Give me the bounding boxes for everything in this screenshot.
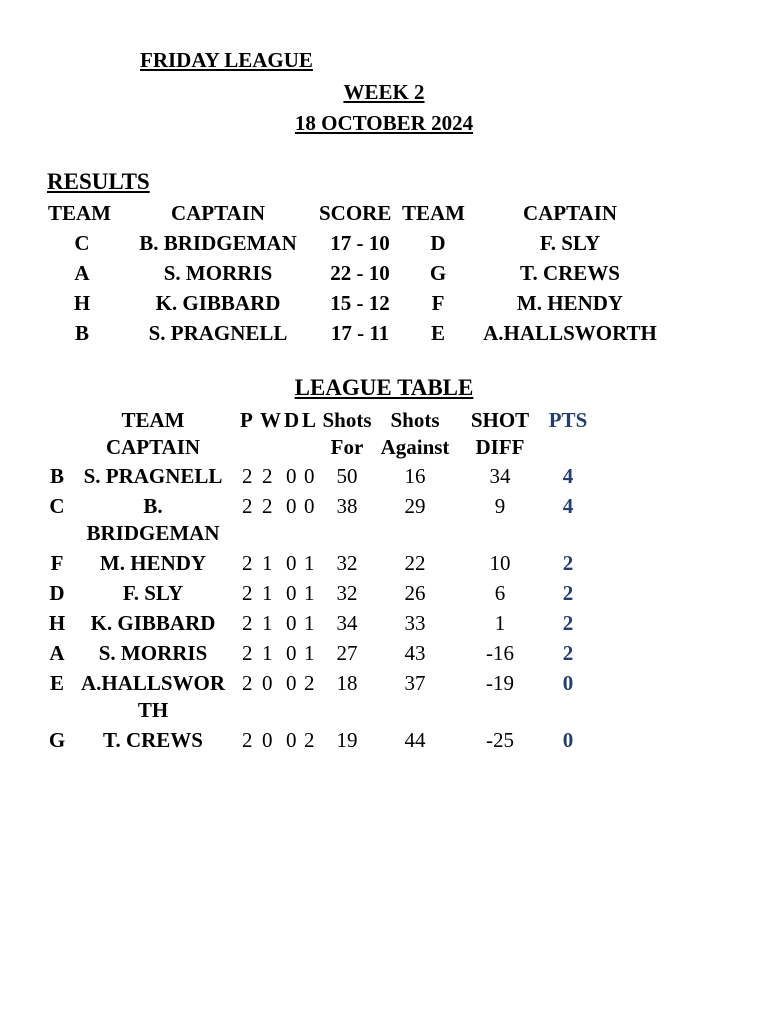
- lt-captain: K. GIBBARD: [90, 611, 216, 635]
- lt-points: 2: [562, 611, 574, 635]
- lt-points: 2: [562, 581, 574, 605]
- lt-shots-for: 32: [336, 551, 358, 575]
- result-team-away: F: [431, 291, 445, 315]
- lt-points: 2: [562, 551, 574, 575]
- lt-drawn: 0: [286, 551, 297, 575]
- lt-shots-against: 16: [404, 464, 426, 488]
- result-captain-away: T. CREWS: [520, 261, 620, 285]
- lt-lost: 0: [304, 464, 315, 488]
- lt-col-w: W: [260, 408, 281, 432]
- result-team-home: H: [73, 291, 91, 315]
- results-col-team: TEAM: [48, 201, 111, 225]
- league-title: FRIDAY LEAGUE: [140, 48, 313, 72]
- lt-col-shots-against-2: Against: [380, 435, 450, 459]
- lt-played: 2: [242, 641, 253, 665]
- lt-lost: 1: [304, 611, 315, 635]
- lt-won: 1: [262, 551, 273, 575]
- lt-points: 4: [562, 464, 574, 488]
- result-team-home: C: [74, 231, 90, 255]
- lt-captain: BRIDGEMAN: [86, 521, 220, 545]
- lt-played: 2: [242, 494, 253, 518]
- lt-col-captain: CAPTAIN: [105, 435, 201, 459]
- lt-points: 2: [562, 641, 574, 665]
- result-captain-home: B. BRIDGEMAN: [139, 231, 297, 255]
- result-captain-away: F. SLY: [539, 231, 601, 255]
- lt-captain: T. CREWS: [103, 728, 203, 752]
- lt-shot-diff: 10: [489, 551, 511, 575]
- lt-drawn: 0: [286, 671, 297, 695]
- league-table-heading: LEAGUE TABLE: [294, 375, 474, 400]
- results-col-captain2: CAPTAIN: [522, 201, 618, 225]
- lt-shot-diff: -16: [486, 641, 514, 665]
- lt-won: 0: [262, 671, 273, 695]
- lt-drawn: 0: [286, 728, 297, 752]
- result-captain-away: M. HENDY: [516, 291, 624, 315]
- result-score: 17 - 11: [330, 321, 390, 345]
- result-team-home: B: [74, 321, 89, 345]
- lt-col-diff: SHOT: [470, 408, 530, 432]
- lt-team: B: [49, 464, 64, 488]
- results-heading: RESULTS: [47, 169, 150, 194]
- lt-shots-against: 43: [404, 641, 426, 665]
- lt-captain: S. MORRIS: [98, 641, 208, 665]
- lt-team: C: [49, 494, 65, 518]
- lt-shots-for: 19: [336, 728, 358, 752]
- lt-col-shots-against: Shots: [390, 408, 440, 432]
- lt-shots-for: 38: [336, 494, 358, 518]
- lt-shots-for: 32: [336, 581, 358, 605]
- lt-col-shots-for-2: For: [330, 435, 364, 459]
- lt-shot-diff: 9: [494, 494, 506, 518]
- lt-won: 1: [262, 581, 273, 605]
- result-captain-home: S. PRAGNELL: [148, 321, 288, 345]
- lt-won: 2: [262, 464, 273, 488]
- lt-team: H: [48, 611, 66, 635]
- lt-points: 4: [562, 494, 574, 518]
- lt-shots-for: 50: [336, 464, 358, 488]
- lt-lost: 1: [304, 641, 315, 665]
- lt-played: 2: [242, 671, 253, 695]
- result-score: 17 - 10: [330, 231, 390, 255]
- lt-shots-against: 29: [404, 494, 426, 518]
- lt-lost: 2: [304, 728, 315, 752]
- lt-shot-diff: -19: [486, 671, 514, 695]
- results-col-score: SCORE: [319, 201, 392, 225]
- lt-col-team: TEAM: [121, 408, 185, 432]
- lt-lost: 1: [304, 551, 315, 575]
- lt-captain: A.HALLSWOR: [80, 671, 226, 695]
- lt-drawn: 0: [286, 611, 297, 635]
- result-team-home: A: [74, 261, 90, 285]
- lt-team: G: [48, 728, 66, 752]
- result-score: 15 - 12: [330, 291, 390, 315]
- lt-captain: TH: [137, 698, 169, 722]
- lt-drawn: 0: [286, 581, 297, 605]
- lt-col-diff-2: DIFF: [475, 435, 525, 459]
- lt-captain: B.: [143, 494, 163, 518]
- lt-drawn: 0: [286, 464, 297, 488]
- lt-team: D: [49, 581, 65, 605]
- lt-team: A: [49, 641, 65, 665]
- result-score: 22 - 10: [330, 261, 390, 285]
- result-team-away: D: [430, 231, 446, 255]
- lt-captain: S. PRAGNELL: [83, 464, 223, 488]
- lt-won: 1: [262, 641, 273, 665]
- lt-shots-against: 44: [404, 728, 426, 752]
- lt-won: 2: [262, 494, 273, 518]
- lt-shots-for: 34: [336, 611, 358, 635]
- lt-played: 2: [242, 728, 253, 752]
- lt-shots-against: 33: [404, 611, 426, 635]
- lt-shot-diff: 34: [489, 464, 511, 488]
- lt-points: 0: [562, 671, 574, 695]
- lt-shot-diff: 1: [494, 611, 506, 635]
- lt-played: 2: [242, 464, 253, 488]
- date-label: 18 OCTOBER 2024: [294, 111, 474, 135]
- lt-shots-against: 37: [404, 671, 426, 695]
- lt-points: 0: [562, 728, 574, 752]
- lt-lost: 2: [304, 671, 315, 695]
- lt-drawn: 0: [286, 494, 297, 518]
- week-label: WEEK 2: [343, 80, 425, 104]
- lt-lost: 0: [304, 494, 315, 518]
- lt-played: 2: [242, 551, 253, 575]
- lt-col-p: P: [240, 408, 253, 432]
- lt-captain: F. SLY: [122, 581, 184, 605]
- result-team-away: E: [430, 321, 445, 345]
- lt-lost: 1: [304, 581, 315, 605]
- lt-shot-diff: 6: [494, 581, 506, 605]
- lt-col-d: D: [284, 408, 300, 432]
- lt-team: F: [50, 551, 64, 575]
- result-team-away: G: [429, 261, 447, 285]
- result-captain-home: K. GIBBARD: [155, 291, 281, 315]
- lt-col-l: L: [302, 408, 317, 432]
- lt-drawn: 0: [286, 641, 297, 665]
- lt-played: 2: [242, 611, 253, 635]
- result-captain-away: A.HALLSWORTH: [483, 321, 657, 345]
- lt-team: E: [49, 671, 64, 695]
- lt-shots-for: 18: [336, 671, 358, 695]
- lt-won: 0: [262, 728, 273, 752]
- lt-won: 1: [262, 611, 273, 635]
- lt-col-shots-for: Shots: [322, 408, 372, 432]
- lt-played: 2: [242, 581, 253, 605]
- lt-col-pts: PTS: [548, 408, 588, 432]
- lt-shots-against: 22: [404, 551, 426, 575]
- lt-shots-for: 27: [336, 641, 358, 665]
- results-col-team2: TEAM: [402, 201, 465, 225]
- lt-shot-diff: -25: [486, 728, 514, 752]
- result-captain-home: S. MORRIS: [163, 261, 273, 285]
- lt-shots-against: 26: [404, 581, 426, 605]
- lt-captain: M. HENDY: [99, 551, 207, 575]
- results-col-captain: CAPTAIN: [170, 201, 266, 225]
